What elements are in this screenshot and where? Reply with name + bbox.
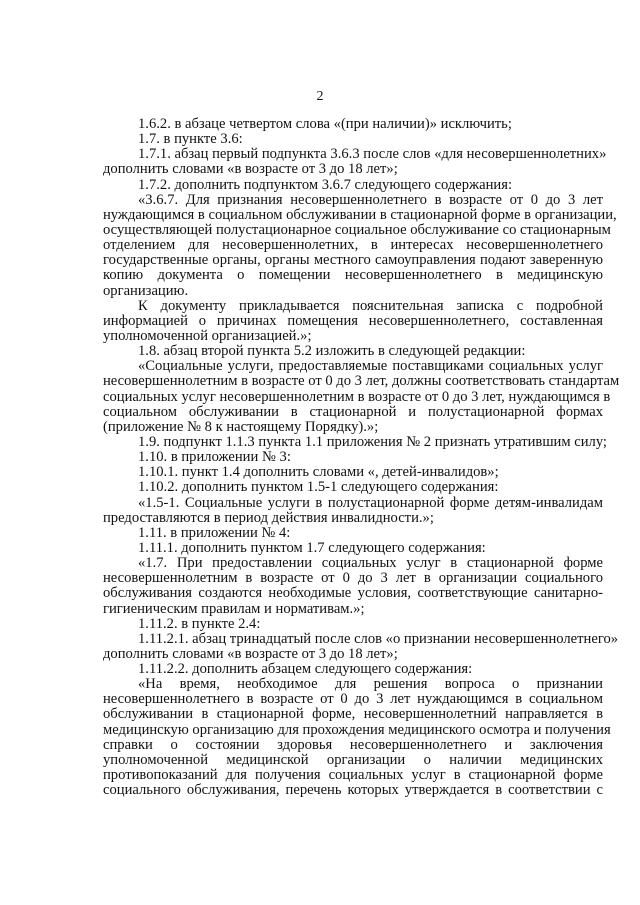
text-line: 1.7.2. дополнить подпунктом 3.6.7 следующего содержания: <box>138 176 513 193</box>
text-line: 1.7.1. абзац первый подпункта 3.6.3 после слов «для несовершеннолетних» <box>138 146 607 163</box>
text-line: 1.8. абзац второй пункта 5.2 изложить в следующей редакции: <box>138 343 526 360</box>
text-line: «Социальные услуги, предоставляемые поставщиками социальных услуг <box>138 358 603 375</box>
text-line: обслуживании в стационарной форме, несовершеннолетний направляется в <box>103 706 603 723</box>
text-line: «1.7. При предоставлении социальных услуг в стационарной форме <box>138 555 603 572</box>
text-line: уполномоченной медицинской организации о наличии медицинских <box>103 751 603 768</box>
text-line: 1.10. в приложении № 3: <box>138 449 291 466</box>
text-line: осуществляющей полустационарное социальное обслуживание со стационарным <box>103 221 611 238</box>
text-line: несовершеннолетним в возрасте от 0 до 3 лет в организации социального <box>103 570 603 587</box>
text-line: «1.5-1. Социальные услуги в полустационарной форме детям-инвалидам <box>138 494 603 511</box>
text-line: «На время, необходимое для решения вопроса о признании <box>138 676 603 693</box>
text-line: обслуживания создаются необходимые условия, соответствующие санитарно- <box>103 585 603 602</box>
text-line: несовершеннолетнего в возрасте от 0 до 3 лет нуждающимся в социальном <box>103 691 603 708</box>
document-body <box>103 116 620 799</box>
text-line: организацию. <box>103 282 189 299</box>
text-line: противопоказаний для получения социальных услуг в стационарной форме <box>103 767 603 784</box>
text-line: справки о состоянии здоровья несовершеннолетнего и заключения <box>103 736 603 753</box>
text-line: гигиеническим правилам и нормативам.»; <box>103 600 365 617</box>
text-line: несовершеннолетним в возрасте от 0 до 3 лет, должны соответствовать стандартам <box>103 373 620 390</box>
text-line: 1.11.2. в пункте 2.4: <box>138 615 261 632</box>
text-line: государственные органы, органы местного самоуправления подают заверенную <box>103 252 603 269</box>
text-line: медицинскую организацию для прохождения медицинского осмотра и получения <box>103 721 611 738</box>
text-line: предоставляются в период действия инвалидности.»; <box>103 509 434 526</box>
text-line: 1.11.2.2. дополнить абзацем следующего содержания: <box>138 661 473 678</box>
text-line: «3.6.7. Для признания несовершеннолетнего в возрасте от 0 до 3 лет <box>138 191 603 208</box>
text-line: дополнить словами «в возрасте от 3 до 18 лет»; <box>103 645 398 662</box>
text-line: К документу прикладывается пояснительная записка с подробной <box>138 297 603 314</box>
text-line: нуждающимся в социальном обслуживании в стационарной форме в организации, <box>103 206 617 223</box>
text-line: (приложение № 8 к настоящему Порядку).»; <box>103 418 379 435</box>
text-line: 1.11.1. дополнить пунктом 1.7 следующего содержания: <box>138 539 486 556</box>
text-line: отделением для несовершеннолетних, в интересах несовершеннолетнего <box>103 237 603 254</box>
text-line: социального обслуживания, перечень которых утверждается в соответствии с <box>103 782 603 799</box>
text-line: 1.7. в пункте 3.6: <box>138 131 243 148</box>
text-line: дополнить словами «в возрасте от 3 до 18 лет»; <box>103 161 398 178</box>
text-line: 1.11. в приложении № 4: <box>138 524 291 541</box>
page-number: 2 <box>316 89 324 104</box>
text-line: уполномоченной организацией.»; <box>103 327 312 344</box>
text-line: 1.11.2.1. абзац тринадцатый после слов «о признании несовершеннолетнего» <box>138 630 619 647</box>
text-line: информацией о причинах помещения несовершеннолетнего, составленная <box>103 312 603 329</box>
text-line: 1.10.2. дополнить пунктом 1.5-1 следующего содержания: <box>138 479 499 496</box>
text-line: социальном обслуживании в стационарной и полустационарной формах <box>103 403 603 420</box>
text-line: копию документа о помещении несовершеннолетнего в медицинскую <box>103 267 603 284</box>
text-line: 1.6.2. в абзаце четвертом слова «(при наличии)» исключить; <box>138 116 512 132</box>
text-line: социальных услуг несовершеннолетним в возрасте от 0 до 3 лет, нуждающимся в <box>103 388 611 405</box>
text-line: 1.10.1. пункт 1.4 дополнить словами «, детей-инвалидов»; <box>138 464 499 481</box>
text-line: 1.9. подпункт 1.1.3 пункта 1.1 приложения № 2 признать утратившим силу; <box>138 433 607 450</box>
